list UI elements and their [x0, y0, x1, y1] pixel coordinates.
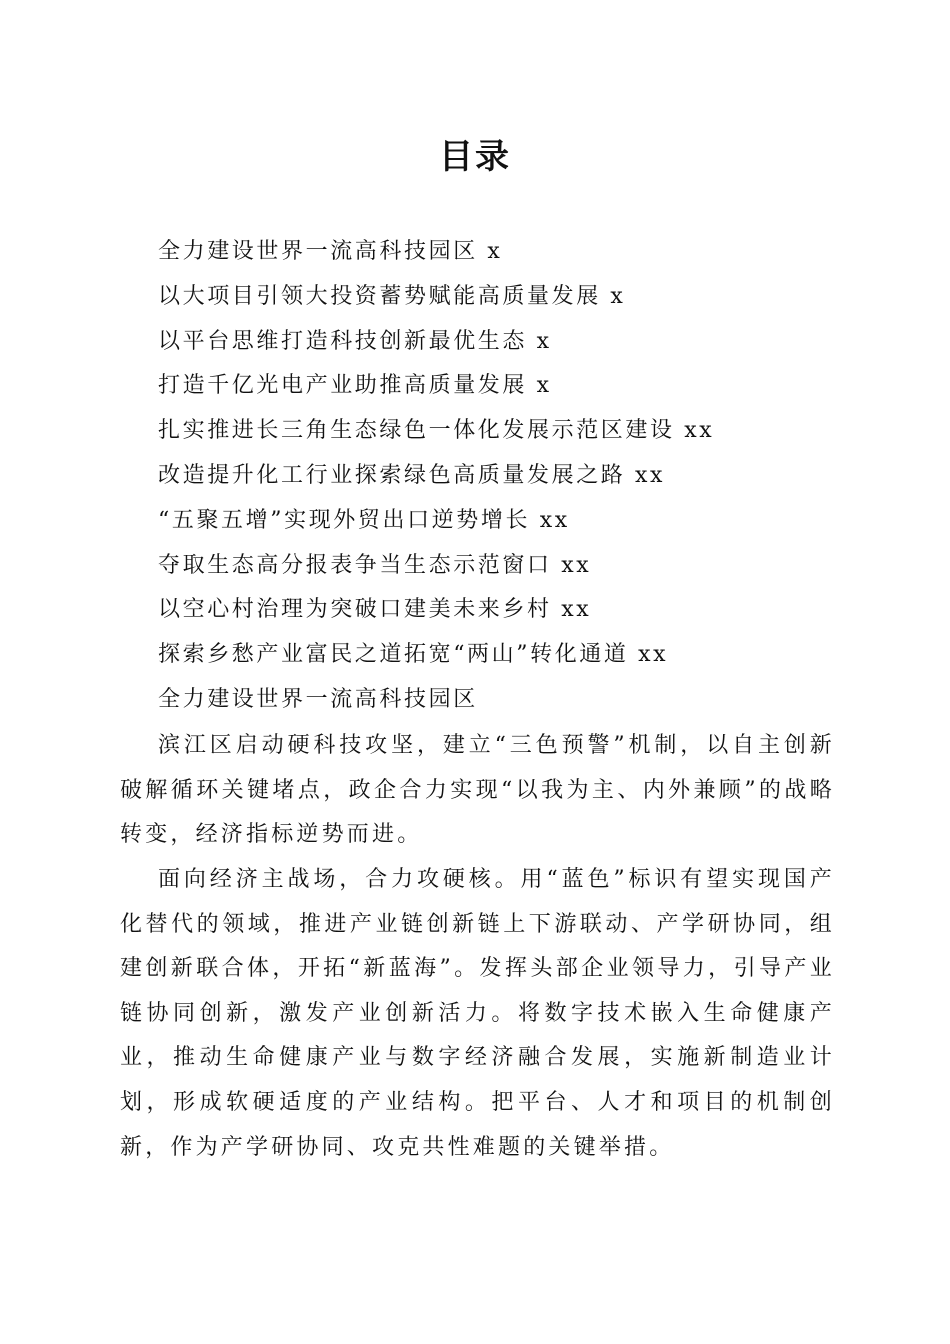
toc-item: 打造千亿光电产业助推高质量发展 x [158, 373, 552, 399]
body-paragraph: 面向经济主战场，合力攻硬核。用“蓝色”标识有望实现国产化替代的领域，推进产业链创新链上下游联动、产学研协同，组建创新联合体，开拓“新蓝海”。发挥头部企业领导力，引导产业链协同创新，激发产业创新活力。将数字技术嵌入生命健康产业，推动生命健康产业与数字经济融合发展，实施新制造业计划，形成软硬适度的产业结构。把平台、人才和项目的机制创新，作为产学研协同、攻克共性难题的关键举措。 [120, 867, 835, 1160]
toc-list [158, 230, 714, 678]
toc-item: 全力建设世界一流高科技园区 x [158, 239, 503, 264]
body-paragraph: 滨江区启动硬科技攻坚，建立“三色预警”机制，以自主创新破解循环关键堵点，政企合力实现“以我为主、内外兼顾”的战略转变，经济指标逆势而进。 [120, 733, 835, 848]
toc-item: 以平台思维打造科技创新最优生态 x [158, 328, 552, 354]
toc-item: 扎实推进长三角生态绿色一体化发展示范区建设 xx [158, 418, 715, 444]
toc-title: 目录 [439, 137, 511, 177]
section-heading: 全力建设世界一流高科技园区 [158, 687, 478, 712]
toc-item: 以空心村治理为突破口建美未来乡村 xx [158, 597, 592, 623]
toc-item: 改造提升化工行业探索绿色高质量发展之路 xx [158, 462, 666, 488]
toc-item: 以大项目引领大投资蓄势赋能高质量发展 x [158, 283, 626, 309]
toc-item: “五聚五增”实现外贸出口逆势增长 xx [158, 507, 570, 533]
toc-item: 夺取生态高分报表争当生态示范窗口 xx [158, 552, 592, 578]
toc-item: 探索乡愁产业富民之道拓宽“两山”转化通道 xx [158, 642, 669, 668]
